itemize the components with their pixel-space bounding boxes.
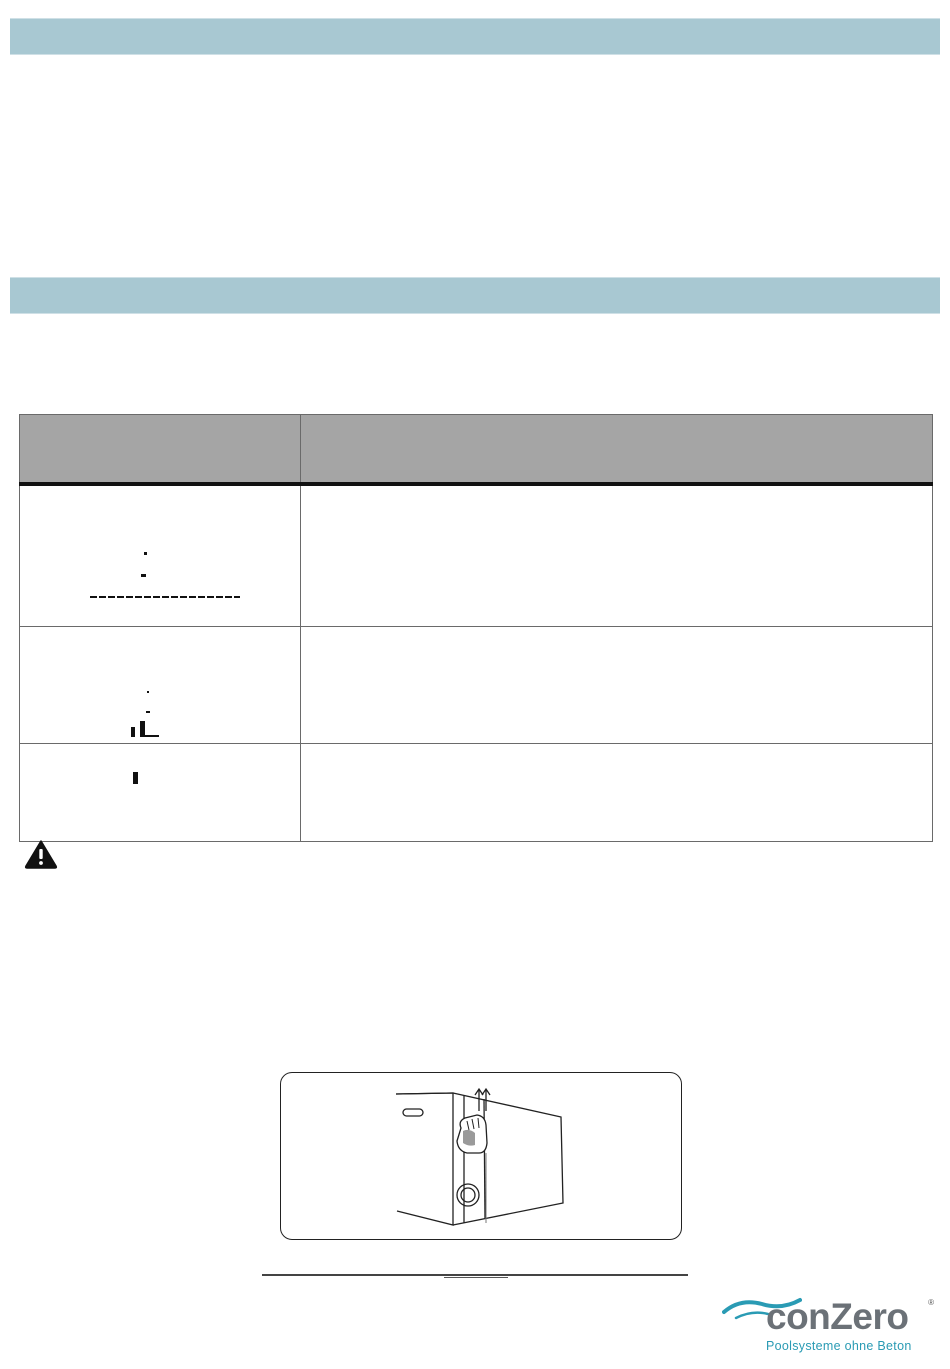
warning-triangle-icon — [24, 839, 58, 869]
table-header-cell — [20, 415, 301, 485]
logo-tagline: Poolsysteme ohne Beton — [766, 1339, 912, 1353]
footer-divider — [262, 1274, 688, 1276]
table-header-cell — [301, 415, 933, 485]
table-cell-item — [20, 744, 301, 842]
table-cell-description — [301, 484, 933, 627]
footer-divider — [444, 1277, 508, 1278]
table-cell-item — [20, 484, 301, 627]
table-cell-description — [301, 744, 933, 842]
registered-mark: ® — [928, 1298, 934, 1307]
section-header-bar — [10, 18, 940, 55]
table-cell-description — [301, 627, 933, 744]
section-header-bar — [10, 277, 940, 314]
table-row — [20, 627, 933, 744]
hand-lifting-lid-illustration — [280, 1072, 682, 1240]
table-header-row — [20, 415, 933, 485]
conzero-logo — [722, 1296, 940, 1358]
logo-wordmark: conZero — [766, 1296, 909, 1337]
maintenance-table — [19, 414, 933, 842]
table-row — [20, 744, 933, 842]
table-cell-item — [20, 627, 301, 744]
table-row — [20, 484, 933, 627]
